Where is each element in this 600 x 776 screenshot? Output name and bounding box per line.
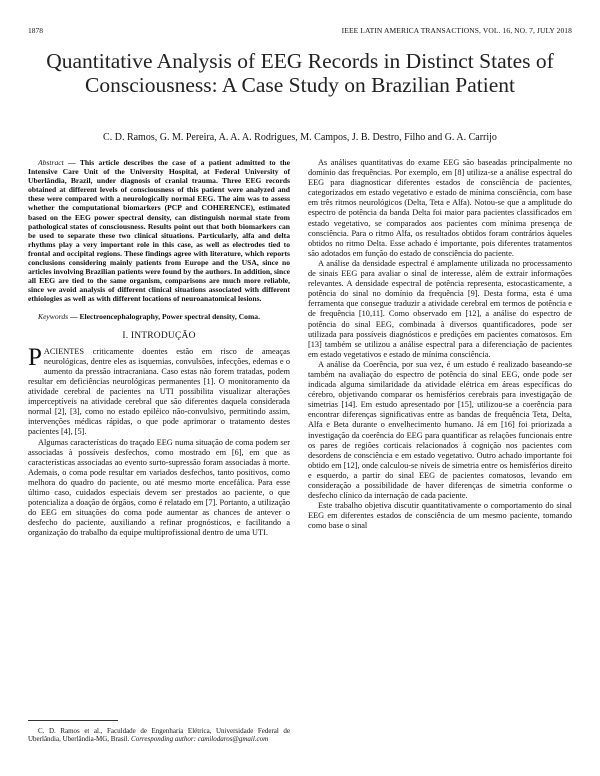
right-column [308, 158, 572, 531]
intro-paragraph-3: As análises quantitativas do exame EEG são baseadas principalmente no domínio das frequências. Por exemplo, em [8] utiliza-se a análise espectral do EEG para diagnosticar diferentes estados de consciência de pacientes, categorizados em estado vegetativo e estado de mínima consciência, com base em três ritmos neurológicos (Delta, Teta e Alfa). Notou-se que a amplitude do espectro de potência da banda Delta foi maior para pacientes classificados em estado vegetativo, se comparados aos pacientes com mínima presença de consciência. Para o ritmo Alfa, os resultados obtidos foram contrários àqueles obtidos no ritmo Delta. Esse achado é importante, pois diferentes tratamentos são adotados em função do estado de consciência do paciente. [308, 158, 572, 258]
abstract [28, 158, 290, 304]
footnote [28, 720, 290, 744]
abstract-text: — This article describes the case of a patient admitted to the Intensive Care Unit of the University Hospital, at Federal University of Uberlândia, Brazil, under diagnosis of cranial trauma. Three EEG records obtained at different levels of consciousness of this patient were analyzed and these were compared with a neurologically normal EEG. The aim was to assess whether the computational biomarkers (PCP and COHERENCE), estimated based on the EEG power spectral density, can distinguish normal state from pathological states of consciousness. Results point out that both biomarkers can be used to separate these two clinical situations. Particularly, alfa and delta rhythms play a very important role in this case, as well as electrodes tied to frontal and occipital regions. These findings agree with literature, which reports conclusions considering mainly patients from Europe and the USA, since no articles involving Brazilian patients were found by the authors. In addition, since all EEG are tied to the same organism, comparisons are much more reliable, since we avoid analysis of different clinical situations associated with different ethiologies as well as with different locations of neuroanatomical lesions. [28, 158, 290, 304]
intro-paragraph-6: Este trabalho objetiva discutir quantitativamente o comportamento do sinal EEG em diferentes estados de consciência de um mesmo paciente, tomando como base o sinal [308, 501, 572, 531]
paper-title: Quantitative Analysis of EEG Records in Distinct States of Consciousness: A Case Study on Brazilian Patient [46, 49, 554, 97]
footnote-affiliation: C. D. Ramos et al., Faculdade de Engenharia Elétrica, Universidade Federal de Uberlândia, Uberlândia-MG, Brasil. [28, 727, 290, 744]
intro-paragraph-1-text: ACIENTES criticamente doentes estão em risco de ameaças neurológicas, dentre eles as isquemias, convulsões, infecções, edemas e o aumento da pressão intracraniana. Caso estas não forem tratadas, podem resultar em deficiências neurológicas permanentes [1]. O monitoramento da atividade cerebral de pacientes na UTI possibilita visualizar alterações imperceptíveis na atividade cerebral que são diferentes daquela considerada normal [2], [3], como no estado epiléico não-convulsivo, permitindo assim, intervenções médicas rápidas, o que pode aprimorar o tratamento destes pacientes [4], [5]. [28, 346, 290, 437]
keywords-label: Keywords [38, 311, 69, 321]
intro-paragraph-4: A análise da densidade espectral é amplamente utilizada no processamento de sinais EEG para avaliar o sinal de interesse, além de extrair informações relevantes. A densidade espectral de potência representa, estocasticamente, a potência do sinal no domínio da frequência [9]. Desta forma, esta é uma ferramenta que consegue traduzir a atividade cerebral em termos de potência e de frequência [10,11]. Como observado em [12], a análise do espectro de potência do sinal EEG, combinada à diversos quantificadores, pode ser utilizada para possíveis diagnósticos e predições em pacientes comatosos. Em [13] também se utilizou a análise espectral para a diferenciação de pacientes em estado vegetativos e estado de mínima consciência. [308, 258, 572, 359]
intro-paragraph-1 [28, 343, 290, 438]
left-column [28, 158, 290, 538]
drop-cap: P [28, 343, 42, 371]
page-number: 1878 [28, 26, 43, 35]
abstract-label: Abstract [38, 158, 64, 167]
intro-paragraph-2: Algumas características do traçado EEG numa situação de coma podem ser associadas à possíveis desfechos, como mostrado em [6], em que as características associadas ao evento surto-supressão foram associadas à morte. Ademais, o coma pode resultar em variados desfechos, tanto positivos, como melhora do quadro do paciente, ou até mesmo morte encefálica. Para esse último caso, cuidados especiais devem ser prestados ao paciente, o que potencializa a doação de órgãos, como é relatado em [7]. Portanto, a utilização do EEG em situações do coma pode aumentar as chances de antever o desfecho do paciente, auxiliando a refinar prognósticos, e facilitando a organização do trabalho da equipe multiprofissional dentro de uma UTI. [28, 437, 290, 538]
intro-paragraph-5: A análise da Coerência, por sua vez, é um estudo é realizado baseando-se também na avaliação do espectro de potência do sinal EEG, onde pode ser indicada alguma similaridade da atividade elétrica em áreas específicas do cérebro, objetivando comparar os hemisférios cerebrais para investigação de simetrias [14]. Em estudo apresentado por [15], utilizou-se a coerência para encontrar diferenças significativas entre as bandas de frequência Teta, Delta, Alfa e Beta durante o envelhecimento humano. Já em [16] foi priorizada a investigação da coerência do EEG para quantificar as relações funcionais entre os pares de regiões corticais relacionados à cognição nos pacientes com desordens de consciência e em estado vegetativo. Outro achado importante foi obtido em [12], onde calculou-se níveis de simetria entre os hemisférios direito e esquerdo, a partir do sinal EEG de pacientes comatosos, levando em consideração a possibilidade de haver diferenças de simetria conforme o desfecho clínico da internação de cada paciente. [308, 359, 572, 501]
keywords-text: — Electroencephalography, Power spectral density, Coma. [68, 311, 260, 321]
journal-name: IEEE LATIN AMERICA TRANSACTIONS, VOL. 16, NO. 7, JULY 2018 [341, 26, 572, 35]
author-list: C. D. Ramos, G. M. Pereira, A. A. A. Rodrigues, M. Campos, J. B. Destro, Filho and G. A. Carrijo [103, 132, 497, 143]
footnote-rule [28, 720, 118, 721]
footnote-corresponding-label: Corresponding author: [131, 735, 196, 744]
running-header [28, 26, 572, 38]
section-heading-introduction: I. INTRODUÇÃO [122, 330, 196, 341]
footnote-email: camilodaros@gmail.com [195, 735, 269, 744]
footnote-text [28, 727, 290, 744]
keywords [28, 312, 290, 321]
